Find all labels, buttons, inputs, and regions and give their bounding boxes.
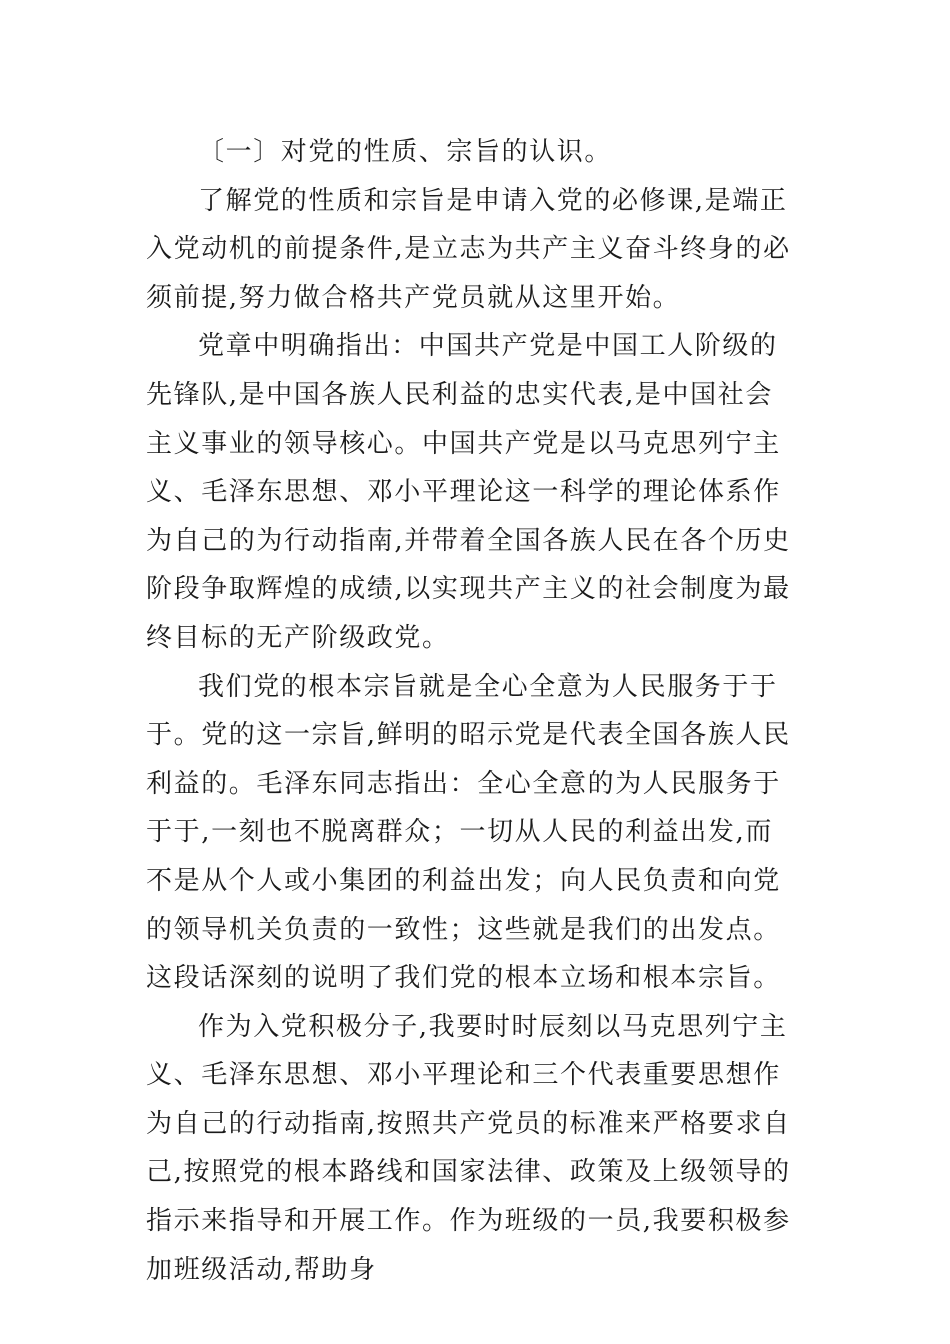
paragraph-party-purpose: 我们党的根本宗旨就是全心全意为人民服务于于于。党的这一宗旨,鲜明的昭示党是代表全国各族人民利益的。毛泽东同志指出：全心全意的为人民服务于于于,一刻也不脱离群众；一切从人民的利益出发,而不是从个人或小集团的利益出发；向人民负责和向党的领导机关负责的一致性；这些就是我们的出发点。这段话深刻的说明了我们党的根本立场和根本宗旨。 [146,671,791,994]
document-body [146,128,798,1294]
paragraph-party-nature: 了解党的性质和宗旨是申请入党的必修课,是端正入党动机的前提条件,是立志为共产主义奋斗终身的必须前提,努力做合格共产党员就从这里开始。 [146,185,791,313]
section-heading: 〔一〕对党的性质、宗旨的认识。 [198,137,613,167]
paragraph-activist-commitment: 作为入党积极分子,我要时时辰刻以马克思列宁主义、毛泽东思想、邓小平理论和三个代表重要思想作为自己的行动指南,按照共产党员的标准来严格要求自己,按照党的根本路线和国家法律、政策及上级领导的指示来指导和开展工作。作为班级的一员,我要积极参加班级活动,帮助身 [146,1011,791,1285]
paragraph-party-constitution: 党章中明确指出：中国共产党是中国工人阶级的先锋队,是中国各族人民利益的忠实代表,是中国社会主义事业的领导核心。中国共产党是以马克思列宁主义、毛泽东思想、邓小平理论这一科学的理论体系作为自己的为行动指南,并带着全国各族人民在各个历史阶段争取辉煌的成绩,以实现共产主义的社会制度为最终目标的无产阶级政党。 [146,331,791,653]
